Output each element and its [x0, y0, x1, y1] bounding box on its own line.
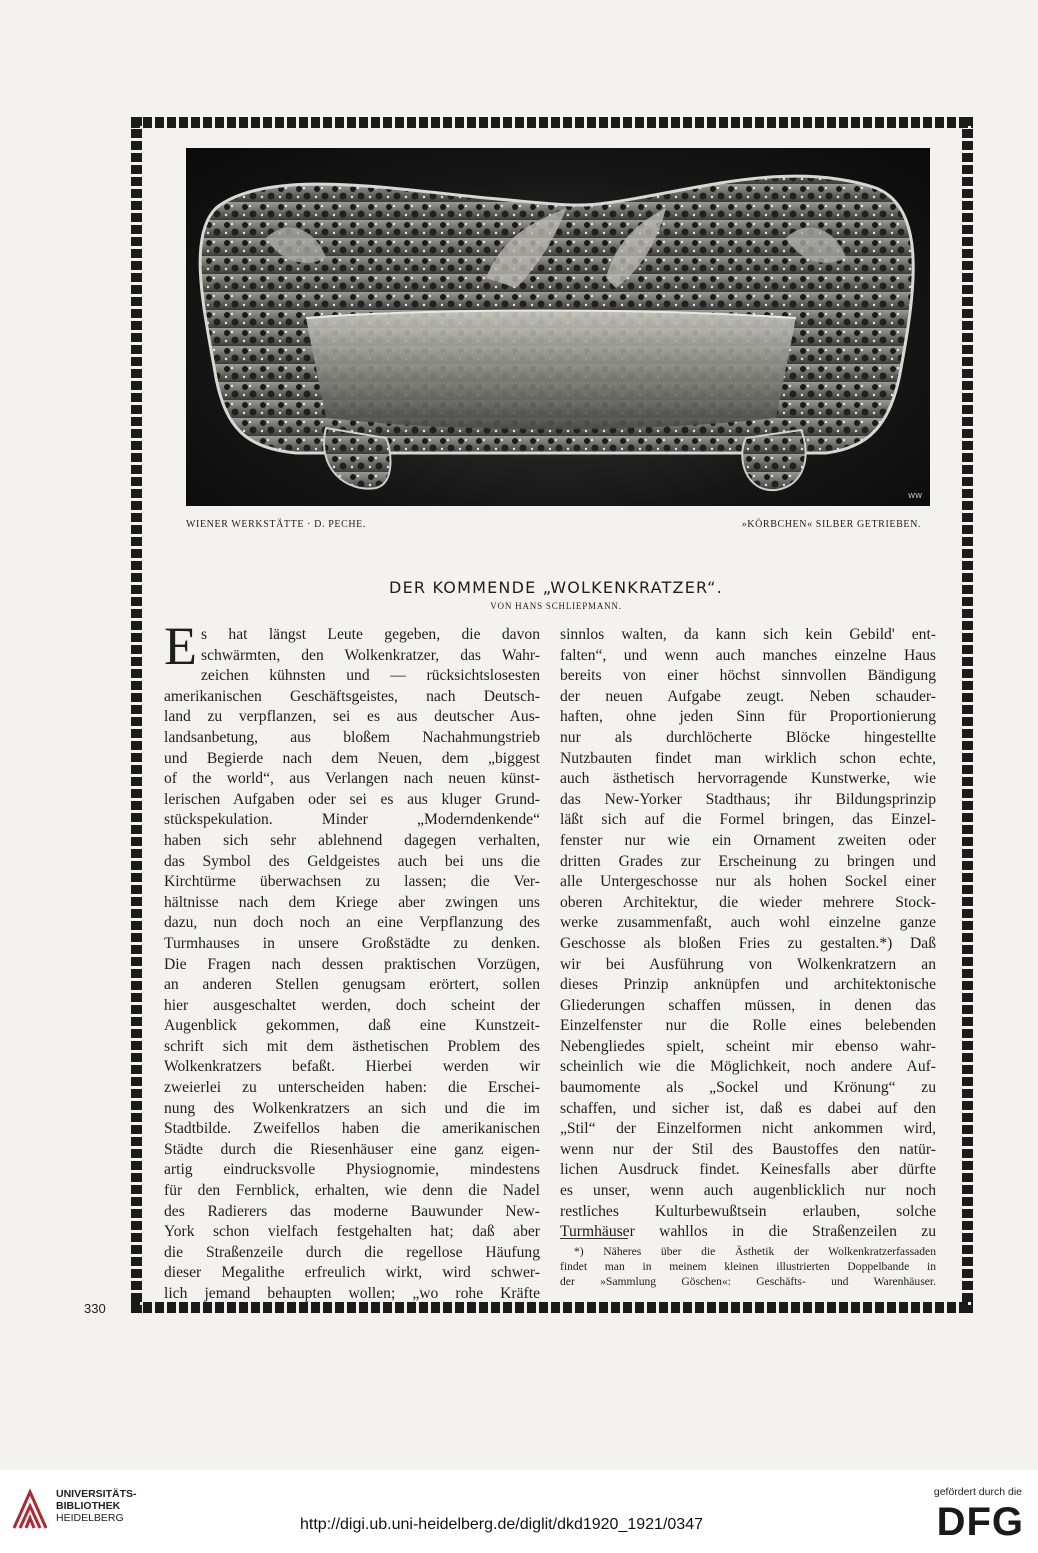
university-line-1: UNIVERSITÄTS-	[56, 1488, 137, 1500]
text-line: der »Sammlung Göschen«: Geschäfts- und Warenhäuser.	[560, 1275, 936, 1288]
text-line: lerischen Aufgaben oder sei es aus kluger Grund-	[164, 790, 540, 808]
article-byline: VON HANS SCHLIEPMANN.	[490, 601, 622, 611]
text-line: zeichen kühnsten und — rücksichtslosesten	[201, 667, 540, 685]
text-line: dieses Prinzip anknüpfen und architektonische	[560, 976, 936, 994]
text-line: lichen Ausdruck findet. Keinesfalls aber dürfte	[560, 1161, 936, 1179]
text-line: Die Fragen nach dessen praktischen Vorzügen,	[164, 955, 540, 973]
text-line: werke zusammenfaßt, auch wohl einzelne ganze	[560, 914, 936, 932]
text-line: Augenblick gekommen, daß eine Kunstzeit-	[164, 1017, 540, 1035]
text-line: schrift sich mit dem ästhetischen Problem des	[164, 1037, 540, 1055]
text-line: bereits von einer höchst sinnvollen Bändigung	[560, 667, 936, 685]
text-line: Städte durch die Riesenhäuser eine ganz eigen-	[164, 1140, 540, 1158]
text-line: fenster nur wie ein Ornament zweiten oder	[560, 831, 936, 849]
text-line: schwärmten, den Wolkenkratzer, das Wahr-	[201, 646, 540, 664]
text-line: Wolkenkratzers befaßt. Hierbei werden wir	[164, 1058, 540, 1076]
text-line: zweierlei zu unterscheiden haben: die Erschei-	[164, 1079, 540, 1097]
text-column-right	[560, 625, 936, 1243]
dfg-logo: DFG	[936, 1500, 1024, 1544]
university-library-logo-icon	[10, 1488, 50, 1532]
text-line: findet man in meinem kleinen illustrierten Doppelbande in	[560, 1260, 936, 1273]
border-frame-top	[131, 117, 973, 128]
text-line: stückspekulation. Minder „Moderndenkende“	[164, 811, 540, 829]
text-line: haften, ohne jeden Sinn für Proportionierung	[560, 708, 936, 726]
university-library-name	[56, 1488, 137, 1524]
text-line: amerikanischen Geschäftsgeistes, nach Deutsch-	[164, 687, 540, 705]
text-line: falten“, und wenn auch manches einzelne Haus	[560, 646, 936, 664]
text-line: schaffen, und sicher ist, daß es dabei auf den	[560, 1099, 936, 1117]
text-line: scheinlich wie die Möglichkeit, noch andere Auf-	[560, 1058, 936, 1076]
text-line: Nebengliedes spielt, scheint mir ebenso wahr-	[560, 1037, 936, 1055]
text-line: sinnlos walten, da kann sich kein Gebild' ent-	[560, 626, 936, 643]
text-line: für den Fernblick, erhalten, wie denn die Nadel	[164, 1182, 540, 1200]
text-line: Kirchtürme überwachsen zu lassen; die Ver-	[164, 873, 540, 891]
article-title: DER KOMMENDE „WOLKENKRATZER“.	[389, 578, 723, 597]
text-line: haben sich sehr ablehnend dagegen verhalten,	[164, 831, 540, 849]
text-line: Nutzbauten findet man wirklich schon echte,	[560, 749, 936, 767]
text-line: des Radierers das moderne Bauwunder New-	[164, 1202, 540, 1220]
text-line: lich jemand behaupten wollen; „wo rohe Kräfte	[164, 1285, 540, 1302]
text-line: Turmhäuser wahllos in die Straßenzeilen zu	[560, 1223, 936, 1241]
text-line: s hat längst Leute gegeben, die davon	[201, 626, 540, 643]
text-line: „Stil“ der Einzelformen nicht ankommen wird,	[560, 1120, 936, 1138]
text-line: an anderen Stellen genugsam erörtert, sollen	[164, 976, 540, 994]
basket-photograph	[186, 148, 930, 506]
text-line: landsanbetung, aus bloßem Nachahmungstrieb	[164, 728, 540, 746]
text-line: dazu, nun doch noch an eine Verpflanzung des	[164, 914, 540, 932]
text-line: läßt sich auf die Formel bringen, das Einzel-	[560, 811, 936, 829]
text-line: alle Untergeschosse nur als hohen Sockel einer	[560, 873, 936, 891]
text-line: baumomente als „Sockel und Krönung“ zu	[560, 1079, 936, 1097]
text-line: Einzelfenster nur die Rolle eines belebenden	[560, 1017, 936, 1035]
source-url-link[interactable]: http://digi.ub.uni-heidelberg.de/diglit/dkd1920_1921/0347	[300, 1516, 703, 1533]
text-line: der neuen Aufgabe zeugt. Neben schauder-	[560, 687, 936, 705]
text-line: die Straßenzeile durch die regellose Häufung	[164, 1243, 540, 1261]
text-line: hier ausgeschaltet werden, doch scheint der	[164, 996, 540, 1014]
university-line-3: HEIDELBERG	[56, 1512, 124, 1524]
university-line-2: BIBLIOTHEK	[56, 1500, 121, 1512]
text-line: das Symbol des Geldgeistes auch bei uns die	[164, 852, 540, 870]
silver-basket-illustration	[186, 148, 930, 506]
border-frame-left	[131, 117, 142, 1313]
text-line: Geschosse als bloßen Fries zu gestalten.*) Daß	[560, 934, 936, 952]
text-column-left	[164, 616, 540, 1305]
page-number: 330	[84, 1301, 106, 1316]
text-line: es unser, wenn auch augenblicklich nur noch	[560, 1182, 936, 1200]
text-line: Gliederungen schaffen müssen, in denen das	[560, 996, 936, 1014]
text-line: das New-Yorker Stadthaus; ihr Bildungsprinzip	[560, 790, 936, 808]
text-line: hältnisse nach dem Kriege aber zwingen uns	[164, 893, 540, 911]
text-line: nung des Wolkenkratzers an sich und die im	[164, 1099, 540, 1117]
right-column-lines	[560, 625, 936, 1243]
text-line: land zu verpflanzen, sei es aus deutscher Aus-	[164, 708, 540, 726]
text-line: artig eindrucksvolle Physiognomie, mindestens	[164, 1161, 540, 1179]
photo-caption-right: »KÖRBCHEN« SILBER GETRIEBEN.	[741, 519, 921, 530]
text-line: Stadtbilde. Zweifellos haben die amerikanischen	[164, 1120, 540, 1138]
text-line: oberen Architektur, die wieder mehrere Stock-	[560, 893, 936, 911]
border-frame-right	[962, 117, 973, 1313]
photo-caption-left: WIENER WERKSTÄTTE · D. PECHE.	[186, 519, 366, 530]
text-line: *) Näheres über die Ästhetik der Wolkenkratzerfassaden	[574, 1245, 936, 1258]
footnote-rule	[560, 1238, 628, 1239]
text-line: nur als durchlöcherte Blöcke hingestellte	[560, 728, 936, 746]
text-line: restliches Kulturbewußtsein erlauben, solche	[560, 1202, 936, 1220]
text-line: wenn nur der Stil des Baustoffes den natür-	[560, 1140, 936, 1158]
text-line: of the world“, aus Verlangen nach neuen künst-	[164, 770, 540, 788]
funded-by-label: gefördert durch die	[933, 1486, 1022, 1498]
text-line: dritten Grades zur Erscheinung zu bringen und	[560, 852, 936, 870]
footnote	[560, 1244, 936, 1289]
text-line: York schon vielfach festgehalten hat; daß aber	[164, 1223, 540, 1241]
text-line: wir bei Ausführung von Wolkenkratzern an	[560, 955, 936, 973]
text-line: und Begierde nach dem Neuen, dem „biggest	[164, 749, 540, 767]
drop-cap: E	[164, 616, 197, 676]
footer-bar	[0, 1470, 1038, 1553]
photo-monogram: WW	[908, 492, 922, 500]
text-line: auch ästhetisch hervorragende Kunstwerke, wie	[560, 770, 936, 788]
text-line: dieser Megalithe erfreulich wirkt, wird schwer-	[164, 1264, 540, 1282]
left-column-lines	[164, 616, 540, 1305]
text-line: Turmhauses in unsere Großstädte zu denken.	[164, 934, 540, 952]
